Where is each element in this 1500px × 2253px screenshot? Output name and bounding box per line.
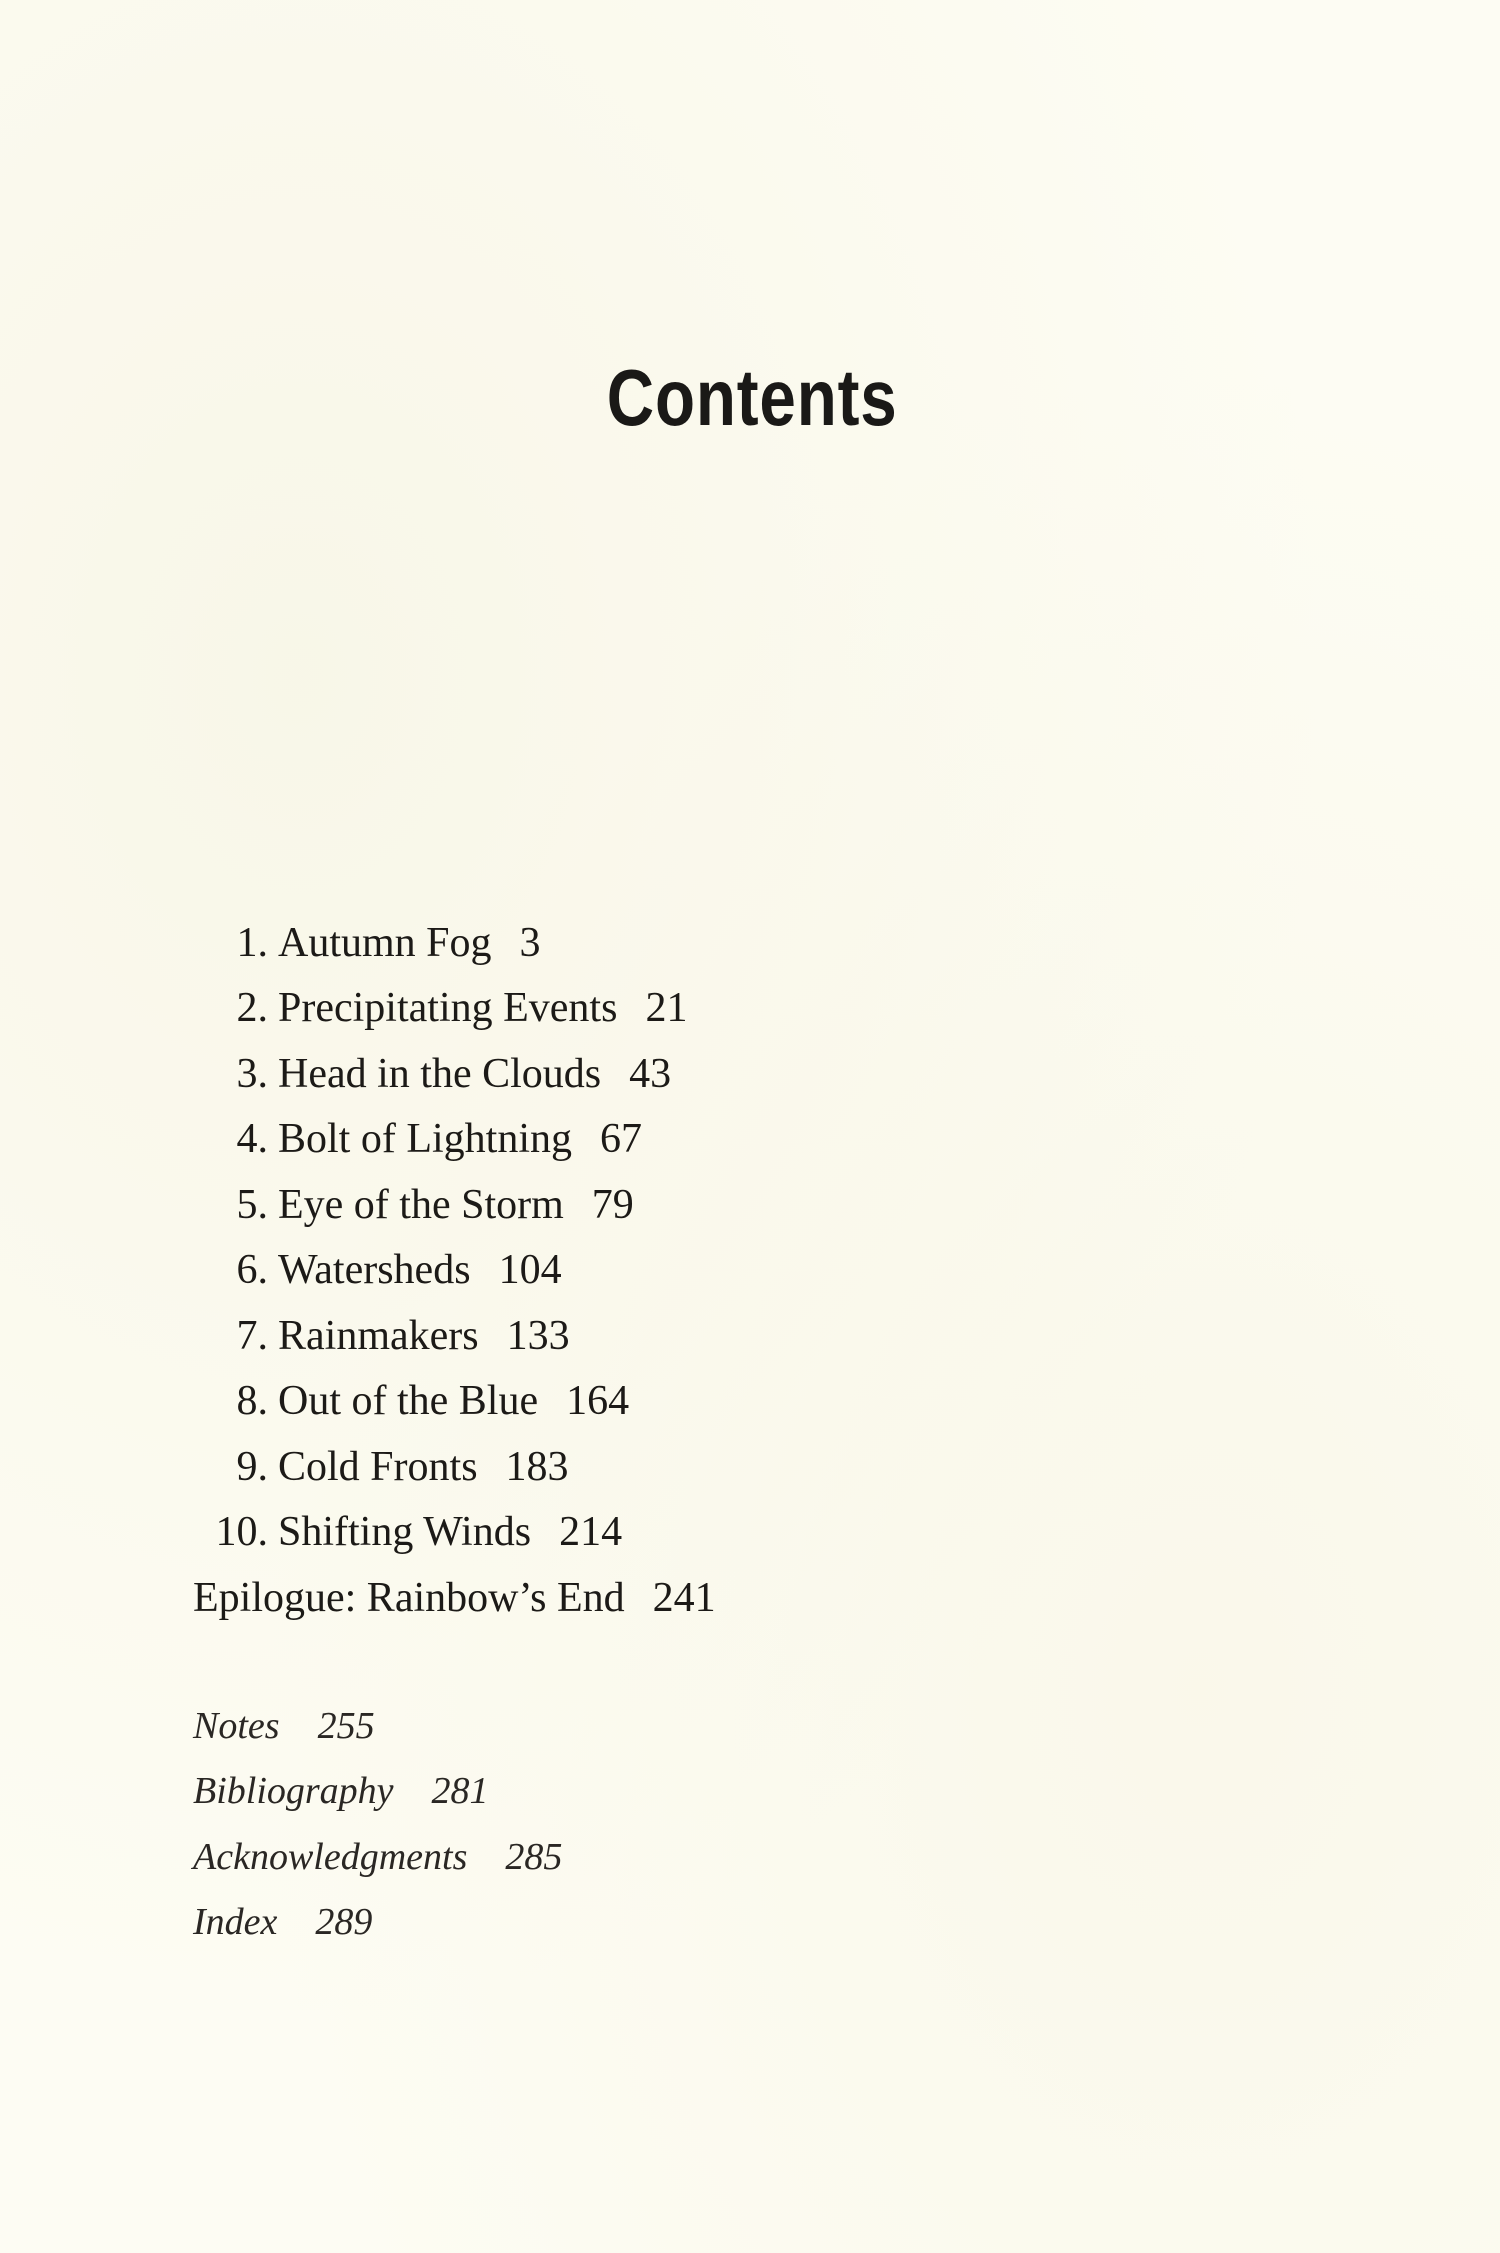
chapter-title: Shifting Winds [278, 1509, 532, 1556]
chapter-title: Eye of the Storm [278, 1181, 564, 1228]
back-matter-title: Index [193, 1901, 278, 1944]
chapter-page-number: 3 [519, 919, 541, 966]
chapter-page-number: 104 [498, 1247, 562, 1294]
chapter-title: Out of the Blue [278, 1378, 539, 1425]
toc-entry-chapter-8[interactable] [193, 1369, 716, 1435]
chapter-number: 2. [236, 985, 268, 1032]
chapter-number: 7. [236, 1312, 268, 1359]
toc-entry-chapter-1[interactable] [193, 910, 716, 976]
epilogue-page-number: 241 [652, 1574, 716, 1621]
chapter-page-number: 21 [645, 985, 688, 1032]
chapter-number: 10. [215, 1509, 268, 1556]
back-matter-page-number: 289 [315, 1901, 373, 1944]
chapter-page-number: 164 [566, 1378, 630, 1425]
toc-entry-chapter-3[interactable] [193, 1041, 716, 1107]
chapter-title: Precipitating Events [278, 985, 618, 1032]
back-matter-title: Bibliography [193, 1770, 394, 1813]
toc-entry-chapter-4[interactable] [193, 1107, 716, 1173]
chapter-page-number: 43 [629, 1050, 672, 1097]
chapter-number: 8. [236, 1378, 268, 1425]
chapter-number: 5. [236, 1181, 268, 1228]
chapter-page-number: 214 [559, 1509, 623, 1556]
chapter-title: Autumn Fog [278, 919, 492, 966]
chapter-number: 9. [236, 1443, 268, 1490]
back-matter-title: Acknowledgments [193, 1835, 468, 1878]
toc-entry-chapter-2[interactable] [193, 976, 716, 1042]
toc-entry-chapter-7[interactable] [193, 1303, 716, 1369]
toc-entry-notes[interactable] [193, 1693, 562, 1759]
toc-entry-chapter-6[interactable] [193, 1238, 716, 1304]
chapter-page-number: 79 [591, 1181, 634, 1228]
toc-entry-chapter-9[interactable] [193, 1434, 716, 1500]
chapter-title: Rainmakers [278, 1312, 479, 1359]
toc-entry-chapter-5[interactable] [193, 1172, 716, 1238]
toc-entry-acknowledgments[interactable] [193, 1824, 562, 1890]
chapter-title: Cold Fronts [278, 1443, 478, 1490]
chapter-title: Head in the Clouds [278, 1050, 602, 1097]
chapter-page-number: 183 [505, 1443, 569, 1490]
chapter-list [193, 910, 716, 1631]
chapter-number: 3. [236, 1050, 268, 1097]
chapter-title: Bolt of Lightning [278, 1116, 572, 1163]
chapter-number: 1. [236, 919, 268, 966]
back-matter-page-number: 281 [431, 1770, 489, 1813]
chapter-number: 4. [236, 1116, 268, 1163]
toc-entry-index[interactable] [193, 1890, 562, 1956]
epilogue-title: Epilogue: Rainbow’s End [193, 1574, 625, 1621]
toc-entry-epilogue[interactable] [193, 1565, 716, 1631]
page-title: Contents [606, 353, 898, 442]
back-matter-title: Notes [193, 1704, 280, 1747]
back-matter-page-number: 255 [317, 1704, 375, 1747]
chapter-page-number: 67 [600, 1116, 642, 1163]
chapter-page-number: 133 [506, 1312, 570, 1359]
toc-entry-bibliography[interactable] [193, 1759, 562, 1825]
toc-entry-chapter-10[interactable] [193, 1500, 716, 1566]
back-matter-list [193, 1693, 562, 1955]
back-matter-page-number: 285 [505, 1835, 563, 1878]
chapter-title: Watersheds [278, 1247, 471, 1294]
chapter-number: 6. [236, 1247, 268, 1294]
